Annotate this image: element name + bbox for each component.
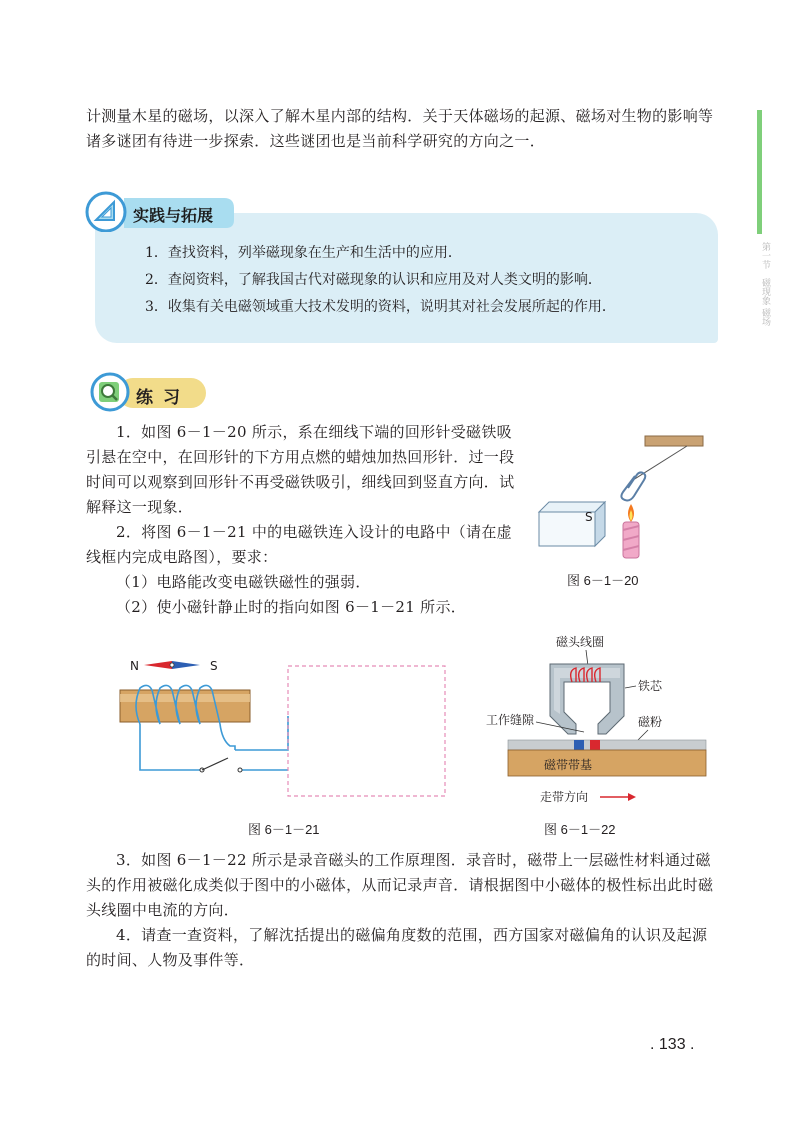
gap-label: 工作缝隙 xyxy=(486,713,535,727)
switch-icon xyxy=(200,758,242,772)
compass-south-label: S xyxy=(210,659,218,673)
practice-title: 实践与拓展 xyxy=(133,206,214,225)
caption-6-1-22: 图 6－1－22 xyxy=(544,822,616,837)
practice-item-2: 2．查阅资料，了解我国古代对磁现象的认识和应用及对人类文明的影响． xyxy=(145,272,602,288)
tape-base-label: 磁带带基 xyxy=(544,758,593,772)
practice-item-1: 1．查找资料，列举磁现象在生产和生活中的应用． xyxy=(145,245,462,261)
tape-base xyxy=(508,750,706,776)
intro-paragraph: 计测量木星的磁场，以深入了解木星内部的结构．关于天体磁场的起源、磁场对生物的影响等诸多谜团有待进一步探索．这些谜团也是当前科学研究的方向之一． xyxy=(86,107,714,150)
question-2: 2．将图 6－1－21 中的电磁铁连入设计的电路中（请在虚线框内完成电路图），要求： xyxy=(86,523,512,566)
paperclip-icon xyxy=(621,472,645,500)
question-2-part-2: （2）使小磁针静止时的指向如图 6－1－21 所示． xyxy=(116,598,467,616)
question-3: 3．如图 6－1－22 所示是录音磁头的工作原理图．录音时，磁带上一层磁性材料通过磁头的作用被磁化成类似于图中的小磁体，从而记录声音．请根据图中小磁体的极性标出此时磁头线圈中电流的方向． xyxy=(86,851,714,919)
question-2-part-1: （1）电路能改变电磁铁磁性的强弱． xyxy=(116,573,371,591)
direction-label: 走带方向 xyxy=(540,790,589,804)
ceiling-beam xyxy=(645,436,703,446)
question-4: 4．请查一查资料，了解沈括提出的磁偏角度数的范围，西方国家对磁偏角的认识及起源的时间、人物及事件等． xyxy=(86,926,708,969)
bar-magnet xyxy=(539,502,605,546)
thread-line xyxy=(633,446,687,480)
coil-label: 磁头线圈 xyxy=(556,635,605,649)
page-number: . 133 . xyxy=(650,1036,695,1053)
magnet-pole-label: S xyxy=(585,510,593,524)
exercise-title: 练习 xyxy=(136,388,190,408)
practice-list xyxy=(145,240,616,321)
chapter-side-tab: 第一节 磁现象 磁场 xyxy=(760,242,770,326)
practice-item-3: 3．收集有关电磁领域重大技术发明的资料，说明其对社会发展所起的作用． xyxy=(145,299,616,315)
figure-6-1-20 xyxy=(535,430,710,570)
question-1: 1．如图 6－1－20 所示，系在细线下端的回形针受磁铁吸引悬在空中，在回形针的下方用点燃的蜡烛加热回形针．过一段时间可以观察到回形针不再受磁铁吸引，细线回到竖直方向．试解释这一现象． xyxy=(86,423,515,516)
core-label: 铁芯 xyxy=(638,679,663,693)
chapter-color-bar xyxy=(757,110,762,234)
electromagnet-core xyxy=(120,690,250,722)
circuit-design-box xyxy=(288,666,445,796)
figure-6-1-21 xyxy=(110,650,460,800)
caption-6-1-20: 图 6－1－20 xyxy=(567,573,639,588)
candle-icon xyxy=(623,504,639,558)
compass-north-label: N xyxy=(130,659,139,673)
direction-arrow-icon xyxy=(600,793,636,801)
compass-needle-icon xyxy=(144,661,200,669)
figure-6-1-22 xyxy=(478,630,718,810)
powder-label: 磁粉 xyxy=(638,715,663,729)
magnetic-powder-layer xyxy=(508,740,706,750)
caption-6-1-21: 图 6－1－21 xyxy=(248,822,320,837)
